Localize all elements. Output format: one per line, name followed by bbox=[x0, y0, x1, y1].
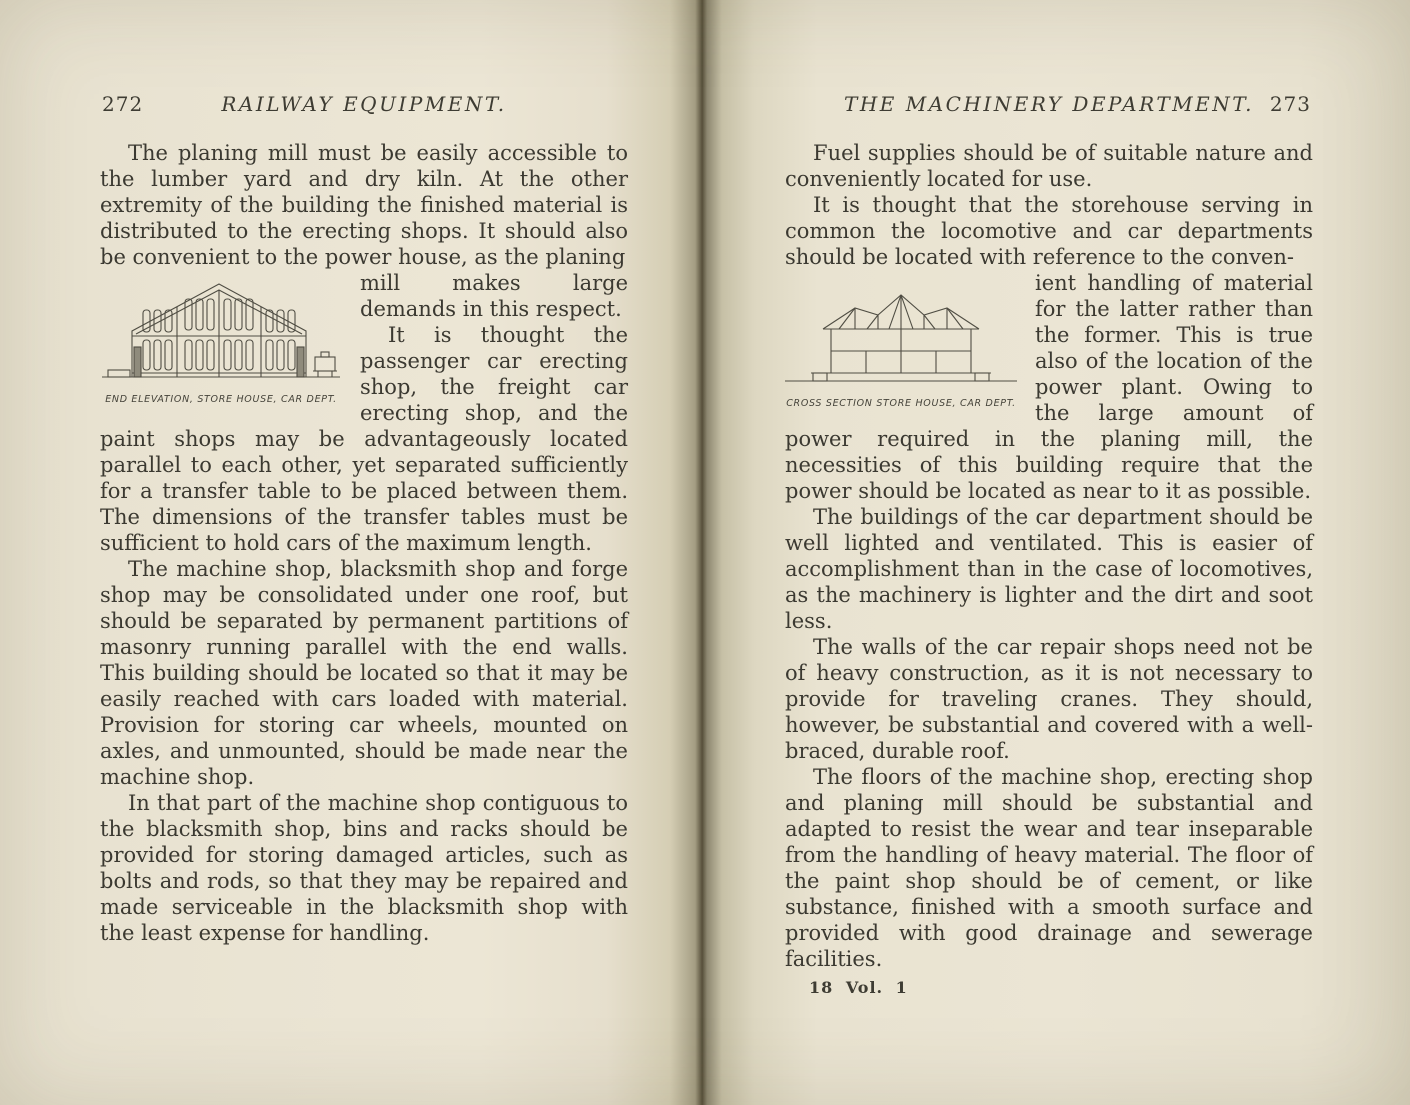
signature-mark: 18 Vol. 1 bbox=[809, 978, 908, 997]
page-number-left: 272 bbox=[102, 92, 144, 116]
figure-cross-section bbox=[785, 273, 1017, 417]
running-title-right: THE MACHINERY DEPARTMENT. bbox=[844, 92, 1254, 116]
paragraph: The buildings of the car department should be well lighted and ventilated. This is easier of accomplishment than in the case of locomotives, as the machinery is lighter and the dirt and soot less. bbox=[785, 505, 1313, 633]
running-title-left: RAILWAY EQUIPMENT. bbox=[221, 92, 507, 116]
page-left bbox=[100, 92, 628, 946]
page-right bbox=[785, 92, 1313, 1001]
text-column-left bbox=[100, 140, 628, 946]
figure-caption-cross-section: CROSS SECTION STORE HOUSE, CAR DEPT. bbox=[786, 398, 1016, 409]
cross-section-drawing bbox=[785, 273, 1017, 389]
end-elevation-drawing bbox=[100, 273, 342, 385]
page-number-right: 273 bbox=[1269, 92, 1311, 116]
paragraph: mill makes large demands in this respect. bbox=[360, 271, 628, 321]
figure-caption-end-elevation: END ELEVATION, STORE HOUSE, CAR DEPT. bbox=[105, 394, 337, 405]
paragraph: The planing mill must be easily accessible to the lumber yard and dry kiln. At the other extremity of the building the finished material is distributed to the erecting shops. It should also be convenient to the power house, as the planing bbox=[100, 141, 628, 269]
paragraph: The walls of the car repair shops need not be of heavy construction, as it is not necessary to provide for traveling cranes. They should, however, be substantial and covered with a well-braced, durable roof. bbox=[785, 635, 1313, 763]
running-head-right bbox=[785, 92, 1313, 122]
figure-end-elevation bbox=[100, 273, 342, 413]
text-column-right bbox=[785, 140, 1313, 1001]
paragraph: Fuel supplies should be of suitable nature and conveniently located for use. bbox=[785, 141, 1313, 191]
paragraph: It is thought the passenger car erecting shop, the freight car erecting shop, and the paint shops may be advantageously located parallel to each other, yet separated sufficiently for a transfer table to be placed between them. The dimensions of the transfer tables must be sufficient to hold cars of the maximum length. bbox=[100, 323, 628, 555]
paragraph: It is thought that the storehouse serving in common the locomotive and car departments should be located with reference to the conven- bbox=[785, 193, 1313, 269]
paragraph: The machine shop, blacksmith shop and forge shop may be consolidated under one roof, but should be separated by permanent partitions of masonry running parallel with the end walls. This building should be located so that it may be easily reached with cars loaded with material. Provision for storing car wheels, mounted on axles, and unmounted, should be made near the machine shop. bbox=[100, 557, 628, 789]
paragraph: In that part of the machine shop contiguous to the blacksmith shop, bins and racks should be provided for storing damaged articles, such as bolts and rods, so that they may be repaired and made serviceable in the blacksmith shop with the least expense for handling. bbox=[100, 791, 628, 945]
running-head-left bbox=[100, 92, 628, 122]
paragraph: The floors of the machine shop, erecting shop and planing mill should be substantial and adapted to resist the wear and tear inseparable from the handling of heavy material. The floor of the paint shop should be of cement, or like substance, finished with a smooth surface and provided with good drainage and sewerage facilities. bbox=[785, 765, 1313, 971]
paragraph: ient handling of material for the latter rather than the former. This is true also of the location of the power plant. Owing to the large amount of power required in the planing mill, the necessities of this building require that the power should be located as near to it as possible. bbox=[785, 271, 1313, 503]
